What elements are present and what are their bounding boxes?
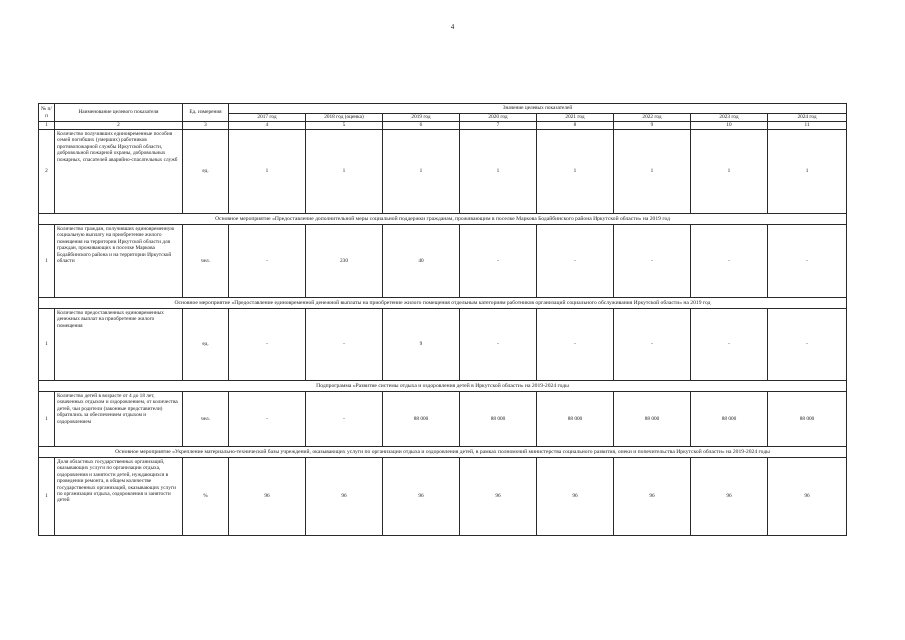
indicator-name: Количество получивших единовременные пособия семей погибших (умерших) работников противопожарной службы Иркутской области, добровольной пожарной охраны, добровольных пожарных, спасателей аварийно-спасательных служб [55,130,183,214]
value-cell: - [229,309,306,381]
column-number: 10 [691,122,768,130]
value-cell: 1 [229,130,306,214]
column-number: 4 [229,122,306,130]
table-row [39,309,847,381]
value-cell: - [537,309,614,381]
value-cell: 96 [306,458,383,536]
unit-cell: чел. [183,225,229,298]
table-row [39,458,847,536]
value-cell: 96 [383,458,460,536]
row-number: 1 [39,225,55,298]
column-number: 6 [383,122,460,130]
value-cell: 1 [614,130,691,214]
value-cell: - [768,225,847,298]
column-numbers-row [39,122,847,130]
target-indicators-table [38,103,847,536]
value-cell: - [460,225,537,298]
header-year: 2019 год [383,114,460,122]
value-cell: - [229,392,306,447]
header-col-values: Значение целевых показателей [229,104,847,114]
section-heading: Основное мероприятие «Предоставление единовременной денежной выплаты на приобретение жилого помещения отдельным категориям работников организаций социального обслуживания Иркутской области» на 2019 год [39,298,847,309]
table-row [39,392,847,447]
value-cell: 1 [768,130,847,214]
header-year: 2020 год [460,114,537,122]
column-number: 2 [55,122,183,130]
section-heading: Подпрограмма «Развитие системы отдыха и оздоровления детей в Иркутской области» на 2019-2024 годы [39,381,847,392]
table-row [39,225,847,298]
header-year: 2017 год [229,114,306,122]
value-cell: - [768,309,847,381]
row-number: 1 [39,458,55,536]
value-cell: - [306,392,383,447]
unit-cell: чел. [183,392,229,447]
value-cell: - [691,225,768,298]
table-body [39,104,847,536]
header-col-unit: Ед. измерения [183,104,229,122]
value-cell: - [614,225,691,298]
value-cell: 96 [768,458,847,536]
value-cell: 88 000 [383,392,460,447]
header-col-num: № п/п [39,104,55,122]
header-year: 2022 год [614,114,691,122]
value-cell: - [691,309,768,381]
value-cell: 96 [537,458,614,536]
value-cell: 9 [383,309,460,381]
value-cell: 96 [614,458,691,536]
column-number: 11 [768,122,847,130]
column-number: 9 [614,122,691,130]
header-year: 2023 год [691,114,768,122]
unit-cell: ед. [183,309,229,381]
value-cell: 230 [306,225,383,298]
value-cell: 88 000 [460,392,537,447]
indicator-name: Количество граждан, получивших единовременную социальную выплату на приобретение жилого помещения на территории Иркутской области для граждан, проживающих в поселке Маркова Бодайбинского района и на территории Иркутской области [55,225,183,298]
column-number: 5 [306,122,383,130]
value-cell: 88 000 [691,392,768,447]
unit-cell: ед. [183,130,229,214]
section-heading-row [39,298,847,309]
column-number: 8 [537,122,614,130]
value-cell: 1 [306,130,383,214]
value-cell: 88 000 [768,392,847,447]
value-cell: - [229,225,306,298]
indicator-name: Количество детей в возрасте от 4 до 18 лет, охваченных отдыхом и оздоровлением, от количества детей, чьи родители (законные представители) обратились за обеспечением отдыхом и оздоровлением [55,392,183,447]
unit-cell: % [183,458,229,536]
section-heading-row [39,214,847,225]
column-number: 7 [460,122,537,130]
value-cell: - [614,309,691,381]
header-year: 2021 год [537,114,614,122]
section-heading-row [39,447,847,458]
section-heading: Основное мероприятие «Укрепление материально-технической базы учреждений, оказывающих услуги по организации отдыха и оздоровления детей, в рамках полномочий министерства социального развития, опеки и попечительства Иркутской области» на 2019-2024 годы [39,447,847,458]
value-cell: 88 000 [614,392,691,447]
value-cell: - [537,225,614,298]
value-cell: - [460,309,537,381]
section-heading-row [39,381,847,392]
header-row [39,104,847,114]
page-number: 4 [450,23,455,31]
value-cell: 1 [691,130,768,214]
column-number: 1 [39,122,55,130]
value-cell: 96 [460,458,537,536]
indicator-name: Доля областных государственных организаций, оказывающих услуги по организации отдыха, оздоровления и занятости детей, нуждающихся в проведении ремонта, в общем количестве государственных организаций, оказывающих услуги по организации отдыха, оздоровления и занятости детей [55,458,183,536]
row-number: 1 [39,392,55,447]
table-row [39,130,847,214]
column-number: 3 [183,122,229,130]
row-number: 2 [39,130,55,214]
value-cell: 88 000 [537,392,614,447]
section-heading: Основное мероприятие «Предоставление дополнительной меры социальной поддержки гражданам, проживающим в поселке Маркова Бодайбинского района Иркутской области» на 2019 год [39,214,847,225]
value-cell: 1 [383,130,460,214]
header-col-name: Наименование целевого показателя [55,104,183,122]
header-year: 2024 год [768,114,847,122]
value-cell: 96 [229,458,306,536]
value-cell: - [306,309,383,381]
value-cell: 1 [460,130,537,214]
value-cell: 96 [691,458,768,536]
value-cell: 1 [537,130,614,214]
header-year: 2018 год (оценка) [306,114,383,122]
indicator-name: Количество предоставленных единовременных денежных выплат на приобретение жилого помещения [55,309,183,381]
value-cell: 40 [383,225,460,298]
row-number: 1 [39,309,55,381]
